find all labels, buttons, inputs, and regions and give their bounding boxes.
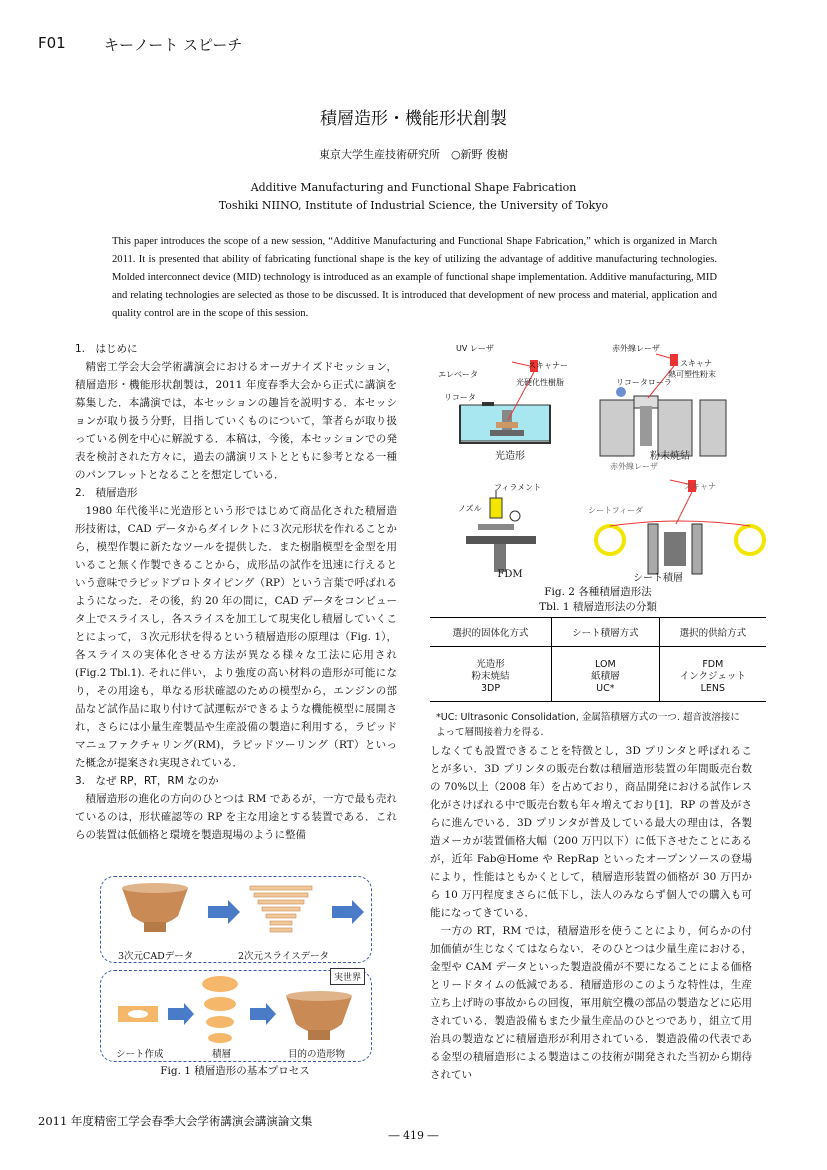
sla-elevator-label: エレベータ	[438, 370, 478, 379]
arrow-icon	[168, 1003, 194, 1025]
sla-resin-label: 光硬化性樹脂	[516, 378, 564, 387]
sla-name: 光造形	[495, 451, 525, 462]
affiliation: 東京大学生産技術研究所 ○新野 俊樹	[318, 148, 509, 161]
fdm-nozzle-label: ノズル	[458, 504, 482, 513]
scanner-icon	[670, 354, 678, 366]
section-2-body: 1980 年代後半に光造形という形ではじめて商品化された積層造形技術は，CAD データからダイレクトに３次元形状を作れることから，模型作製に新たなツールを提供した．また樹脂模型を金型を用いること無く作製できることから，成形品の試作を迅速に行えるという意味でラピッドプロトタイピング（RP）という言葉で呼ばれるようになった．その後，約 20 年の間に，CAD データをコンピュータ上でスライスし，各スライスを加工して現実化し積層していくことによって，３次元形状を得るという積層造形の原理は（Fig. 1），各スライスの実体化させる方法が異なる様々な工法に応用され(Fig.2 Tbl.1). それに伴い，より強度の高い材料の造形が可能になり，その用途も，単なる形状確認のための模型から，エンジンの部品など試作品に取り付けて試運転ができるような機能模型に展開され，さらには小量生産製品や生産設備の製造に利用する，ラピッドマニュファクチャリング(RM)，ラピッドツーリング（RT）といった概念が提案され実現されている．	[75, 505, 397, 769]
lom-scanner-label: スキャナ	[684, 482, 716, 491]
fig1-label-target: 目的の造形物	[288, 1049, 346, 1060]
fdm-filament-label: フィラメント	[494, 483, 542, 492]
table-header: 選択的供給方式	[659, 618, 766, 647]
author-english: Toshiki NIINO, Institute of Industrial Science, the University of Tokyo	[218, 199, 609, 212]
sheet-icon	[118, 1006, 158, 1022]
lom-ir-label: 赤外線レーザ	[610, 462, 658, 471]
sla-scanner-label: スキャナー	[528, 361, 568, 370]
arrow-icon	[208, 900, 240, 924]
table-caption: Tbl. 1 積層造形法の分類	[539, 601, 657, 613]
proceedings-name: 2011 年度精密工学会春季大会学術講演会講演論文集	[38, 1114, 313, 1128]
fig2-caption: Fig. 2 各種積層造形法	[544, 586, 652, 598]
lom-apparatus	[596, 480, 764, 574]
slices-icon	[250, 886, 312, 932]
title-english: Additive Manufacturing and Functional Shape Fabrication	[250, 181, 577, 194]
arrow-icon	[250, 1003, 276, 1025]
fdm-name: FDM	[497, 569, 523, 580]
left-column	[75, 340, 397, 844]
fig1-label-sheet: シート作成	[116, 1049, 164, 1060]
sls-roller-label: リコータローラ	[616, 378, 672, 387]
fig1-label-stack: 積層	[212, 1049, 232, 1060]
sls-scanner-label: スキャナ	[680, 359, 712, 368]
roller-icon	[736, 526, 764, 554]
abstract: This paper introduces the scope of a new session, “Additive Manufacturing and Functional Shape Fabrication,” which is organized in March 2011. It is presented that ability of fabricating functional shape is the key of utilizing the advantage of additive manufacturing technologies. Molded interconnect device (MID) technology is introduced as an example of functional shape implementation. Additive manufacturing, MID and relating technologies are selected as those to be discussed. It is introduced that development of new process and material, application and quality control are in the scope of this session.	[112, 236, 717, 319]
stacked-rings-icon	[202, 976, 238, 1043]
table-note: *UC: Ultrasonic Consolidation, 金属箔積層方式の一つ. 超音波溶接によって層間接着力を得る.	[436, 712, 740, 738]
roller-icon	[616, 387, 626, 397]
table-cell: LOM 紙積層 UC*	[552, 647, 660, 702]
bowl-cad-icon	[122, 883, 188, 932]
right-column	[430, 742, 752, 1084]
lom-name: シート積層	[633, 573, 683, 584]
session-code: F01	[38, 34, 66, 52]
fig1-label-cad: 3次元CADデータ	[118, 951, 194, 962]
nozzle-icon	[490, 498, 502, 518]
table-header: 選択的固体化方式	[430, 618, 552, 647]
section-3-heading: 3. なぜ RP，RT，RM なのか	[75, 775, 219, 787]
sls-powder-label: 熱可塑性粉末	[668, 370, 716, 379]
table-cell: 光造形 粉末焼結 3DP	[430, 647, 552, 702]
right-text: しなくても設置できることを特徴とし，3D プリンタと呼ばれることが多い．3D プリンタの販売台数は積層造形装置の年間販売台数の 70%以上（2008 年）を占めており，商品開発における試作レス化がさけばれる中で販売台数も年々増えており[1]．RP の普及がさらに進んでいる．3D プリンタが普及している最大の理由は，各製造メーカが装置価格大幅（200 万円以下）に低下させたことにあるが，近年 Fab@Home や RepRap といったオープンソースの登場により，性能はともかくとして，積層造形装置の価格が 30 万円から 10 万円程度まさらに低下し，法人のみならず個人での購入も可能になってきている．	[430, 745, 752, 919]
table-header: シート積層方式	[552, 618, 660, 647]
fig1-caption: Fig. 1 積層造形の基本プロセス	[160, 1065, 310, 1077]
page-number: ― 419 ―	[388, 1129, 439, 1142]
sla-uv-label: UV レーザ	[456, 344, 494, 353]
lom-feeder-label: シートフィーダ	[588, 506, 644, 515]
section-3-body: 積層造形の進化の方向のひとつは RM であるが，一方で最も売れているのは，形状確認等の RP を主な用途とする装置である．これらの装置は低価格と環境を製造現場のように整備	[75, 793, 397, 841]
fig1-label-slice: 2次元スライスデータ	[238, 951, 329, 962]
session-name: キーノート スピーチ	[104, 36, 243, 54]
fig2-drawing	[430, 340, 770, 580]
classification-table	[430, 617, 766, 702]
sla-recoater-label: リコータ	[444, 393, 476, 402]
section-1-heading: 1. はじめに	[75, 343, 138, 355]
paper-title: 積層造形・機能形状創製	[320, 109, 507, 129]
arrow-icon	[332, 900, 364, 924]
bowl-result-icon	[286, 991, 352, 1040]
right-text-2: 一方の RT，RM では，積層造形を使うことにより，何らかの付加価値が生じなくてはならない．そのひとつは少量生産における，金型や CAM データといった製造設備が不要になることによる価格とリードタイムの低減である．積層造形のこのような特性は，生産立ち上げ時の事故からの回復，軍用航空機の部品の製造などに応用されている．製造設備もまた少量生産品のひとつであり，組立て用治具の製造などに積層造形が利用されている．製造設備の代表である金型の積層造形による製造はこの技術が開発された当初から期待されてい	[430, 925, 752, 1081]
fig1-label-real: 実世界	[330, 968, 365, 985]
sls-name: 粉末焼結	[650, 451, 690, 462]
roller-icon	[596, 526, 624, 554]
sls-ir-label: 赤外線レーザ	[612, 344, 660, 353]
section-2-heading: 2. 積層造形	[75, 487, 138, 499]
section-1-body: 精密工学会大会学術講演会におけるオーガナイズドセッション，積層造形・機能形状創製は，2011 年度春季大会から正式に講演を募集した．本講演では，本セッションの趣旨を説明する．本セッションが取り扱う分野，目指していくものについて，筆者らが取り扱っている例を中心に解説する．本稿は，今後，本セッションでの発表を検討された方々に，過去の講演リストとともに参考となる一種のパンフレットとなることを想定している．	[75, 361, 397, 481]
table-cell: FDM インクジェット LENS	[659, 647, 766, 702]
